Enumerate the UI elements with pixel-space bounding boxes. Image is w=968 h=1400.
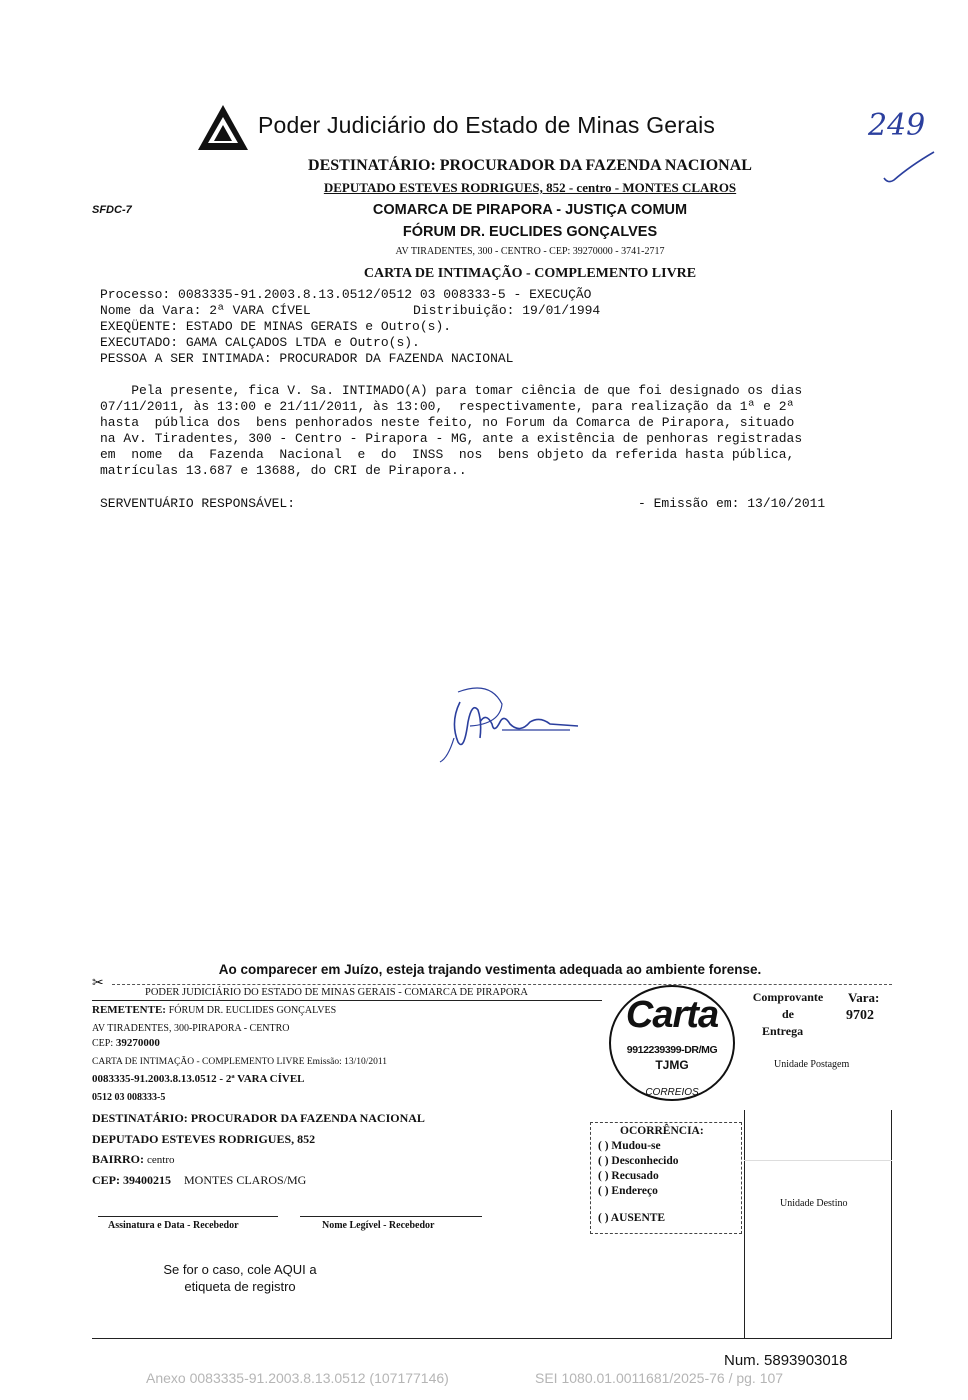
- remetente-address: AV TIRADENTES, 300-PIRAPORA - CENTRO: [92, 1023, 290, 1034]
- case-vara: Nome da Vara: 2ª VARA CÍVEL: [100, 303, 311, 318]
- destinatario-address: DEPUTADO ESTEVES RODRIGUES, 852: [92, 1132, 316, 1146]
- body-line: em nome da Fazenda Nacional e do INSS nos bens objeto da referida hasta pública,: [100, 447, 795, 462]
- destinatario-value: PROCURADOR DA FAZENDA NACIONAL: [190, 1111, 425, 1125]
- remetente-cep-row: [92, 1037, 160, 1049]
- stamp-region: TJMG: [655, 1058, 689, 1072]
- paste-label-line-1: Se for o caso, cole AQUI a: [163, 1262, 317, 1277]
- slip-outer-line: [92, 1338, 892, 1339]
- ocorrencia-option[interactable]: ( ) Mudou-se: [598, 1140, 661, 1152]
- bairro-row: [92, 1152, 175, 1167]
- forum-title: FÓRUM DR. EUCLIDES GONÇALVES: [402, 224, 658, 240]
- ocorrencia-ausente[interactable]: ( ) AUSENTE: [598, 1212, 666, 1224]
- stamp-footer: CORREIOS: [645, 1087, 699, 1098]
- body-line: matrículas 13.687 e 13688, do CRI de Pirapora..: [100, 463, 467, 478]
- court-logo: [196, 103, 250, 153]
- forense-notice: Ao comparecer em Juízo, esteja trajando vestimenta adequada ao ambiente forense.: [218, 962, 762, 977]
- handwritten-signature: [430, 682, 590, 777]
- ocorrencia-option[interactable]: ( ) Recusado: [598, 1170, 659, 1182]
- case-processo: Processo: 0083335-91.2003.8.13.0512/0512 03 008333-5 - EXECUÇÃO: [100, 287, 592, 302]
- dest-city: MONTES CLAROS/MG: [184, 1173, 307, 1187]
- receipt-vara-value: 9702: [846, 1008, 874, 1023]
- dest-cep-value: 39400215: [123, 1173, 171, 1187]
- case-pessoa-intimada: PESSOA A SER INTIMADA: PROCURADOR DA FAZENDA NACIONAL: [100, 351, 514, 366]
- receipt-title-1: Comprovante: [752, 990, 824, 1004]
- slip-processo-old: 0512 03 008333-5: [92, 1092, 166, 1103]
- body-line: na Av. Tiradentes, 300 - Centro - Pirapora - MG, ante a existência de penhoras registradas: [100, 431, 803, 446]
- receipt-title-2: de: [782, 1007, 794, 1021]
- body-line: Pela presente, fica V. Sa. INTIMADO(A) para tomar ciência de que foi designado os dias: [100, 383, 803, 398]
- remetente-value: FÓRUM DR. EUCLIDES GONÇALVES: [168, 1005, 337, 1016]
- receipt-divider: [744, 1160, 892, 1161]
- form-code: SFDC-7: [92, 204, 132, 216]
- receipt-left-border: [744, 1110, 745, 1338]
- unidade-destino: Unidade Destino: [780, 1198, 848, 1209]
- remetente-row: [92, 1004, 336, 1016]
- dest-cep-label: CEP:: [92, 1173, 120, 1187]
- slip-processo: 0083335-91.2003.8.13.0512 - 2ª VARA CÍVEL: [92, 1073, 305, 1085]
- sei-watermark: SEI 1080.01.0011681/2025-76 / pg. 107: [535, 1370, 784, 1386]
- signature-line: [98, 1216, 278, 1217]
- receipt-vara-label: Vara:: [848, 990, 880, 1005]
- handwritten-page-number: 249: [868, 108, 926, 143]
- ocorrencia-title: OCORRÊNCIA:: [620, 1125, 704, 1137]
- sender-header: PODER JUDICIÁRIO DO ESTADO DE MINAS GERAIS - COMARCA DE PIRAPORA: [145, 987, 529, 998]
- receipt-title-3: Entrega: [762, 1024, 804, 1038]
- remetente-label: REMETENTE:: [92, 1004, 166, 1016]
- sender-header-rule: [92, 1000, 602, 1001]
- paste-label-line-2: etiqueta de registro: [184, 1279, 296, 1294]
- comarca-title: COMARCA DE PIRAPORA - JUSTIÇA COMUM: [372, 202, 688, 218]
- stamp-code: 9912239399-DR/MG: [626, 1044, 718, 1056]
- legible-name-line: [300, 1216, 482, 1217]
- scissors-icon: ✂: [92, 976, 104, 991]
- body-line: 07/11/2011, às 13:00 e 21/11/2011, às 13:00, respectivamente, para realização da 1ª e 2ª: [100, 399, 795, 414]
- document-number: Num. 5893903018: [724, 1352, 848, 1369]
- destinatario-label: DESTINATÁRIO:: [92, 1111, 188, 1125]
- unidade-postagem: Unidade Postagem: [774, 1059, 850, 1070]
- bairro-label: BAIRRO:: [92, 1152, 145, 1166]
- case-executado: EXECUTADO: GAMA CALÇADOS LTDA e Outro(s).: [100, 335, 420, 350]
- signature-date-label: Assinatura e Data - Recebedor: [108, 1220, 239, 1231]
- carta-line: CARTA DE INTIMAÇÃO - COMPLEMENTO LIVRE Emissão: 13/10/2011: [92, 1057, 388, 1067]
- remetente-cep-label: CEP:: [92, 1038, 114, 1049]
- document-title: CARTA DE INTIMAÇÃO - COMPLEMENTO LIVRE: [363, 266, 697, 281]
- handwritten-check-mark: [880, 148, 940, 193]
- recipient-address: DEPUTADO ESTEVES RODRIGUES, 852 - centro - MONTES CLAROS: [323, 180, 737, 195]
- court-name: Poder Judiciário do Estado de Minas Gerais: [258, 112, 716, 138]
- body-line: hasta pública dos bens penhorados neste feito, no Forum da Comarca de Pirapora, situado: [100, 415, 795, 430]
- dest-cep-row: [92, 1173, 306, 1188]
- forum-address: AV TIRADENTES, 300 - CENTRO - CEP: 39270000 - 3741-2717: [395, 246, 665, 257]
- anexo-watermark: Anexo 0083335-91.2003.8.13.0512 (107177146): [146, 1370, 449, 1386]
- receipt-right-border: [891, 1110, 892, 1338]
- case-exequente: EXEQÜENTE: ESTADO DE MINAS GERAIS e Outro(s).: [100, 319, 452, 334]
- case-distribuicao: Distribuição: 19/01/1994: [413, 303, 601, 318]
- stamp-brand: Carta: [625, 994, 719, 1036]
- remetente-cep-value: 39270000: [115, 1037, 160, 1049]
- legible-name-label: Nome Legível - Recebedor: [322, 1220, 435, 1231]
- responsavel-label: SERVENTUÁRIO RESPONSÁVEL:: [100, 496, 296, 511]
- bairro-value: centro: [147, 1154, 175, 1166]
- emissao-date: - Emissão em: 13/10/2011: [638, 496, 826, 511]
- recipient-line: DESTINATÁRIO: PROCURADOR DA FAZENDA NACIONAL: [308, 157, 752, 174]
- destinatario-row: [92, 1111, 425, 1126]
- cut-line: [112, 984, 892, 985]
- ocorrencia-option[interactable]: ( ) Endereço: [598, 1185, 658, 1197]
- ocorrencia-option[interactable]: ( ) Desconhecido: [598, 1155, 679, 1167]
